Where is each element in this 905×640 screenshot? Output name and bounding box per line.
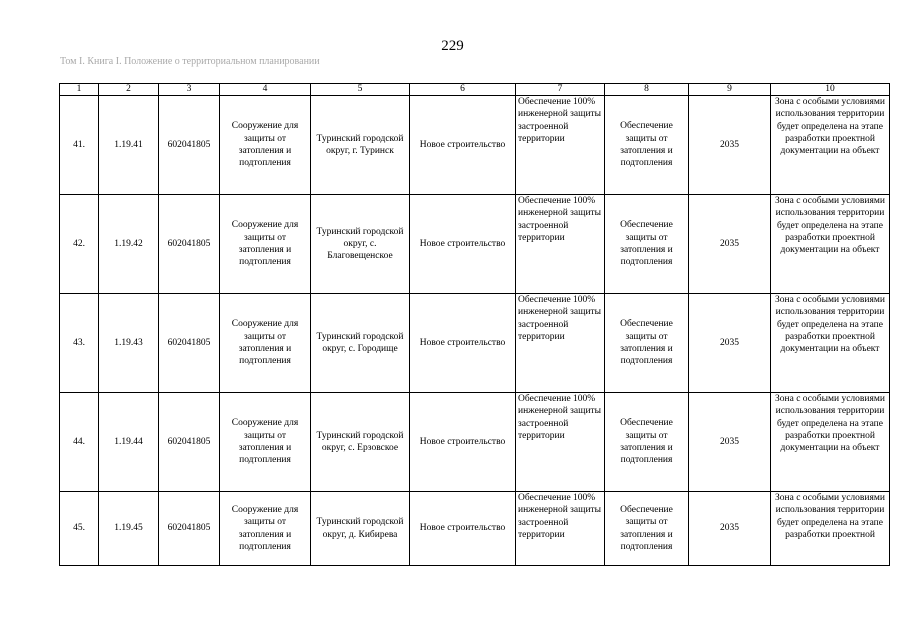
object-characteristics	[516, 294, 605, 393]
row-number: 44.	[60, 393, 99, 492]
object-zone	[771, 195, 890, 294]
object-location: Туринский городской округ, с. Городище	[311, 294, 410, 393]
characteristics-text: Обеспечение 100% инженерной защиты застроенной территории	[518, 394, 602, 441]
object-characteristics	[516, 393, 605, 492]
object-name: Сооружение для защиты от затопления и подтопления	[220, 393, 311, 492]
object-code: 1.19.42	[99, 195, 159, 294]
object-code: 1.19.41	[99, 96, 159, 195]
object-year: 2035	[689, 492, 771, 566]
classifier-code: 602041805	[159, 393, 220, 492]
zone-text: Зона с особыми условиями использования территории будет определена на этапе разработки проектной документации на объект	[775, 196, 885, 256]
object-location: Туринский городской округ, с. Благовещенское	[311, 195, 410, 294]
object-status: Новое строительство	[410, 492, 516, 566]
object-status: Новое строительство	[410, 195, 516, 294]
running-header: Том I. Книга I. Положение о территориальном планировании	[60, 56, 320, 67]
object-zone	[771, 96, 890, 195]
object-name: Сооружение для защиты от затопления и подтопления	[220, 96, 311, 195]
object-characteristics	[516, 492, 605, 566]
page-number: 229	[441, 38, 464, 54]
row-number: 42.	[60, 195, 99, 294]
object-status: Новое строительство	[410, 393, 516, 492]
object-characteristics	[516, 195, 605, 294]
object-year: 2035	[689, 195, 771, 294]
object-code: 1.19.43	[99, 294, 159, 393]
characteristics-text: Обеспечение 100% инженерной защиты застроенной территории	[518, 493, 602, 540]
table-row	[60, 393, 890, 492]
header-cell: 1	[60, 84, 99, 96]
classifier-code: 602041805	[159, 195, 220, 294]
header-cell: 2	[99, 84, 159, 96]
header-cell: 7	[516, 84, 605, 96]
object-code: 1.19.44	[99, 393, 159, 492]
classifier-code: 602041805	[159, 96, 220, 195]
object-purpose: Обеспечение защиты от затопления и подтопления	[605, 393, 689, 492]
table-row	[60, 492, 890, 566]
object-characteristics	[516, 96, 605, 195]
row-number: 43.	[60, 294, 99, 393]
row-number: 45.	[60, 492, 99, 566]
table-row	[60, 294, 890, 393]
header-cell: 6	[410, 84, 516, 96]
object-purpose: Обеспечение защиты от затопления и подтопления	[605, 294, 689, 393]
characteristics-text: Обеспечение 100% инженерной защиты застроенной территории	[518, 97, 602, 144]
header-cell: 9	[689, 84, 771, 96]
header-cell: 3	[159, 84, 220, 96]
classifier-code: 602041805	[159, 294, 220, 393]
classifier-code: 602041805	[159, 492, 220, 566]
header-cell: 8	[605, 84, 689, 96]
object-zone	[771, 492, 890, 566]
object-status: Новое строительство	[410, 96, 516, 195]
table-body	[60, 96, 890, 566]
header-cell: 4	[220, 84, 311, 96]
object-zone	[771, 393, 890, 492]
object-name: Сооружение для защиты от затопления и подтопления	[220, 294, 311, 393]
object-purpose: Обеспечение защиты от затопления и подтопления	[605, 492, 689, 566]
object-location: Туринский городской округ, д. Кибирева	[311, 492, 410, 566]
object-location: Туринский городской округ, с. Ерзовское	[311, 393, 410, 492]
object-name: Сооружение для защиты от затопления и подтопления	[220, 492, 311, 566]
table-row	[60, 195, 890, 294]
zone-text: Зона с особыми условиями использования территории будет определена на этапе разработки проектной	[775, 493, 885, 540]
zone-text: Зона с особыми условиями использования территории будет определена на этапе разработки проектной документации на объект	[775, 97, 885, 157]
object-code: 1.19.45	[99, 492, 159, 566]
object-zone	[771, 294, 890, 393]
object-year: 2035	[689, 294, 771, 393]
object-purpose: Обеспечение защиты от затопления и подтопления	[605, 96, 689, 195]
zone-text: Зона с особыми условиями использования территории будет определена на этапе разработки проектной документации на объект	[775, 394, 885, 454]
objects-table	[59, 83, 890, 566]
object-name: Сооружение для защиты от затопления и подтопления	[220, 195, 311, 294]
header-row	[60, 84, 890, 96]
characteristics-text: Обеспечение 100% инженерной защиты застроенной территории	[518, 295, 602, 342]
object-year: 2035	[689, 96, 771, 195]
row-number: 41.	[60, 96, 99, 195]
object-status: Новое строительство	[410, 294, 516, 393]
zone-text: Зона с особыми условиями использования территории будет определена на этапе разработки проектной документации на объект	[775, 295, 885, 355]
header-cell: 5	[311, 84, 410, 96]
object-year: 2035	[689, 393, 771, 492]
characteristics-text: Обеспечение 100% инженерной защиты застроенной территории	[518, 196, 602, 243]
table-row	[60, 96, 890, 195]
table-header	[60, 84, 890, 96]
object-purpose: Обеспечение защиты от затопления и подтопления	[605, 195, 689, 294]
object-location: Туринский городской округ, г. Туринск	[311, 96, 410, 195]
header-cell: 10	[771, 84, 890, 96]
